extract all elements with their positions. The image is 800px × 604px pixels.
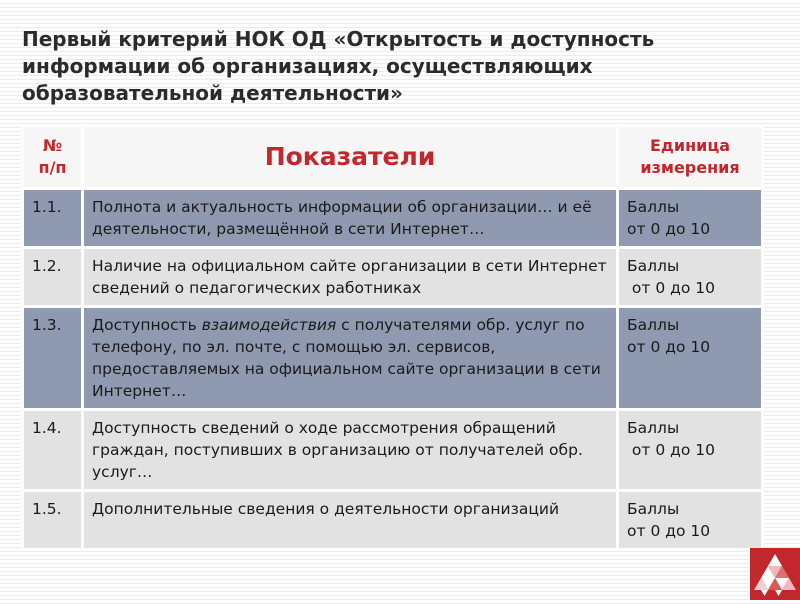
header-unit	[618, 126, 763, 189]
table-row	[23, 410, 763, 491]
table-row	[23, 307, 763, 410]
unit-line-1: Баллы	[627, 198, 680, 216]
row-unit	[618, 410, 763, 491]
row-indicator	[83, 248, 618, 307]
table-row	[23, 248, 763, 307]
row-number: 1.3.	[23, 307, 83, 410]
unit-line-2: от 0 до 10	[627, 338, 711, 356]
row-unit	[618, 189, 763, 248]
unit-line-2: от 0 до 10	[627, 220, 711, 238]
unit-line-1: Баллы	[627, 419, 680, 437]
row-unit	[618, 307, 763, 410]
row-number: 1.1.	[23, 189, 83, 248]
table-row	[23, 491, 763, 550]
header-indicators: Показатели	[83, 126, 618, 189]
table-row	[23, 189, 763, 248]
triangle-mosaic-logo-icon	[750, 548, 800, 600]
title-line-3: образовательной деятельности»	[22, 81, 403, 105]
title-line-1: Первый критерий НОК ОД «Открытость и доступность	[22, 27, 655, 51]
header-unit-line-2: измерения	[640, 158, 740, 177]
logo-svg	[750, 548, 800, 600]
slide-title	[22, 26, 762, 107]
unit-line-2: от 0 до 10	[627, 522, 711, 540]
row-unit	[618, 491, 763, 550]
row-indicator	[83, 307, 618, 410]
indicator-italic-text: взаимодействия	[201, 316, 337, 334]
unit-line-1: Баллы	[627, 316, 680, 334]
unit-line-1: Баллы	[627, 257, 680, 275]
row-unit	[618, 248, 763, 307]
row-indicator	[83, 410, 618, 491]
indicator-text: Доступность сведений о ходе рассмотрения обращений граждан, поступивших в организацию от получателей обр. услуг…	[92, 419, 583, 481]
unit-line-2: от 0 до 10	[627, 441, 716, 459]
row-indicator	[83, 189, 618, 248]
header-unit-line-1: Единица	[650, 136, 730, 155]
indicator-text: Полнота и актуальность информации об организации… и её деятельности, размещённой в сети Интернет…	[92, 198, 592, 238]
criteria-table	[21, 124, 764, 551]
row-number: 1.5.	[23, 491, 83, 550]
indicator-text: Дополнительные сведения о деятельности организаций	[92, 500, 560, 518]
row-number: 1.2.	[23, 248, 83, 307]
header-number	[23, 126, 83, 189]
indicator-text: Доступность	[92, 316, 202, 334]
unit-line-2: от 0 до 10	[627, 279, 716, 297]
indicator-text-tail: с получателями обр. услуг по телефону, по эл. почте, с помощью эл. сервисов, предоставляемых на официальном сайте организации в сети Интернет…	[92, 316, 601, 400]
header-number-line-1: №	[42, 136, 63, 155]
title-line-2: информации об организациях, осуществляющих	[22, 54, 593, 78]
header-number-line-2: п/п	[38, 158, 67, 177]
table-header-row	[23, 126, 763, 189]
row-number: 1.4.	[23, 410, 83, 491]
indicator-text: Наличие на официальном сайте организации в сети Интернет сведений о педагогических работниках	[92, 257, 607, 297]
row-indicator	[83, 491, 618, 550]
unit-line-1: Баллы	[627, 500, 680, 518]
